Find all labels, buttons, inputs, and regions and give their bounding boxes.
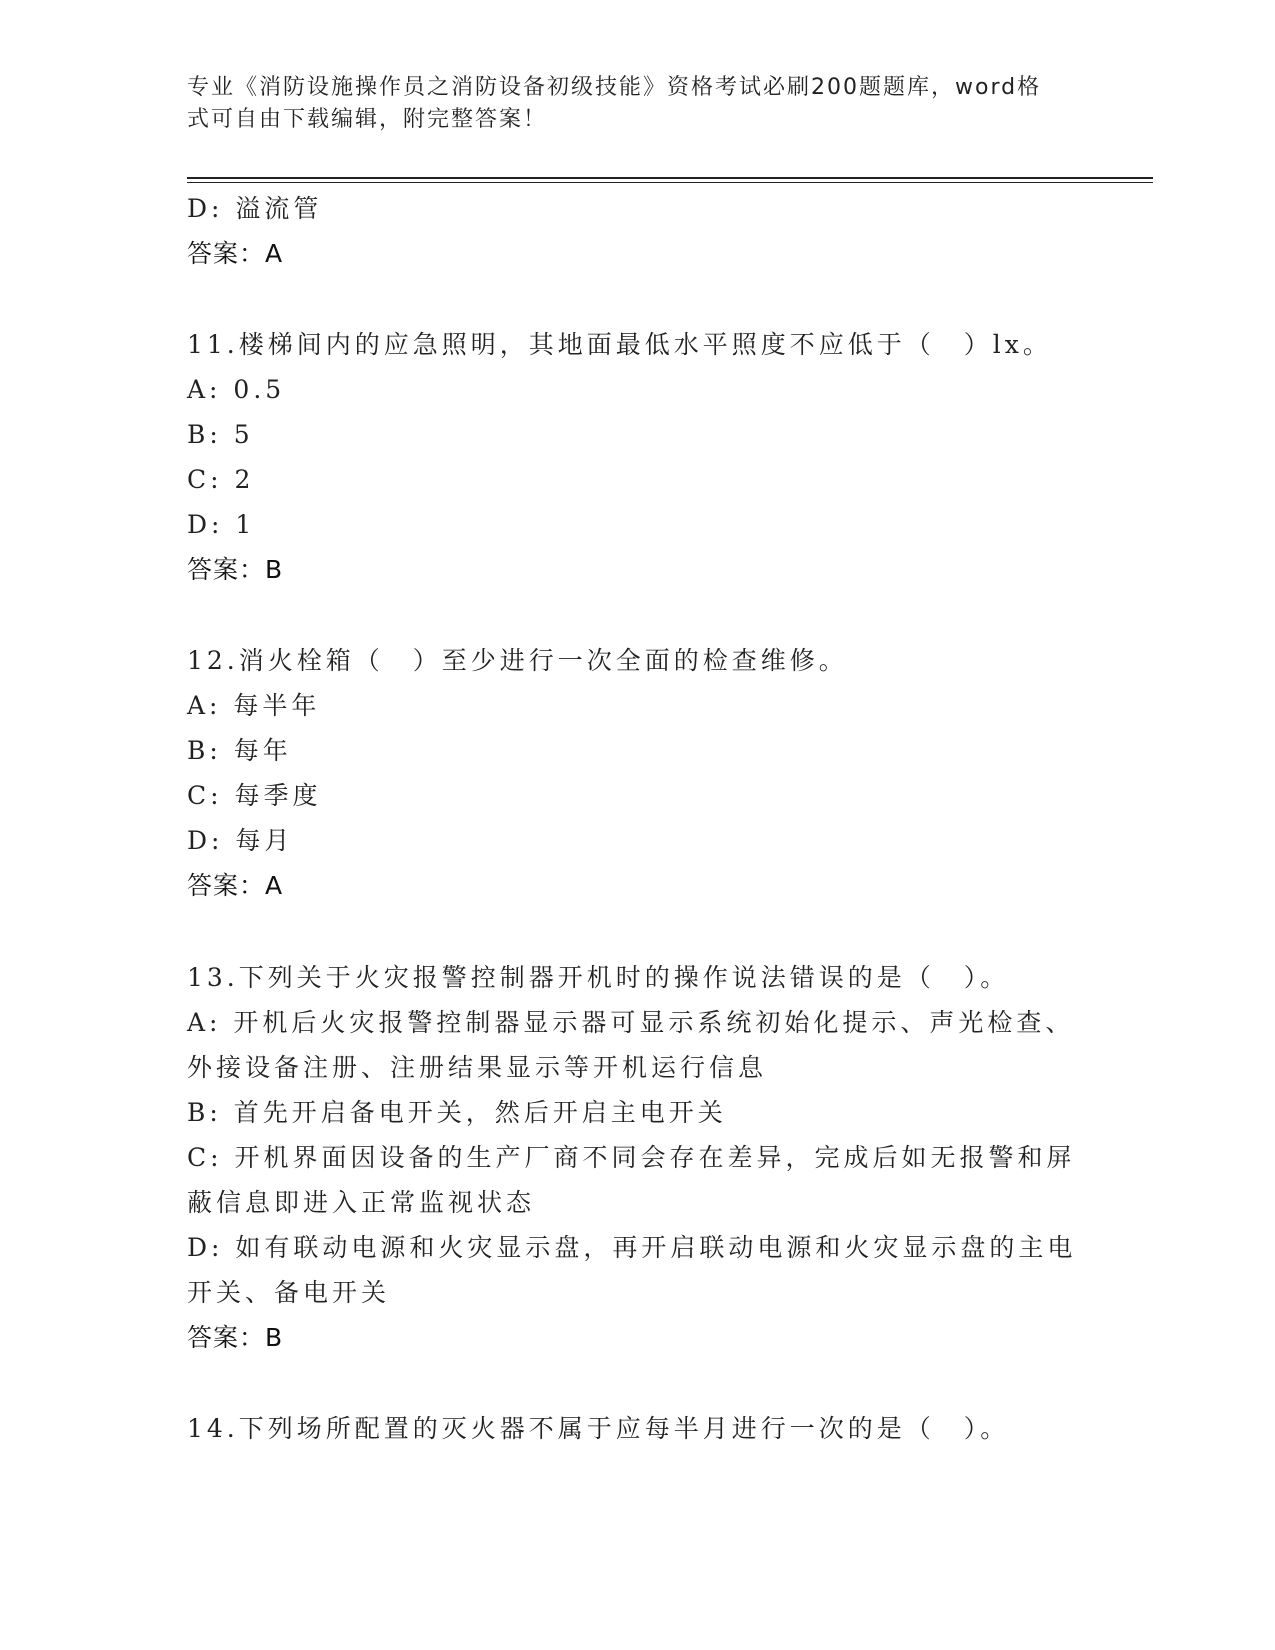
q12-option-a: A: 每半年 (187, 691, 321, 720)
document-header (187, 72, 1067, 136)
q12-answer: 答案：A (187, 871, 284, 900)
q13-option-a-line-1: A: 开机后火灾报警控制器显示器可显示系统初始化提示、声光检查、 (187, 1008, 1075, 1037)
q11-option-c: C: 2 (187, 465, 255, 494)
q13-option-d-line-2: 开关、备电开关 (187, 1278, 391, 1307)
q12-stem: 12.消火栓箱（ ）至少进行一次全面的检查维修。 (187, 646, 848, 675)
q14-stem: 14.下列场所配置的灭火器不属于应每半月进行一次的是（ ）。 (187, 1414, 1010, 1443)
q13-answer: 答案：B (187, 1323, 284, 1352)
header-line-2: 式可自由下载编辑，附完整答案！ (187, 107, 548, 132)
q13-option-b: B: 首先开启备电开关，然后开启主电开关 (187, 1098, 727, 1127)
q13-stem: 13.下列关于火灾报警控制器开机时的操作说法错误的是（ ）。 (187, 963, 1010, 992)
header-line-1: 专业《消防设施操作员之消防设备初级技能》资格考试必刷200题题库，word格 (187, 75, 1042, 100)
header-rule-thick (187, 177, 1153, 179)
prev-option-d: D: 溢流管 (187, 194, 323, 223)
q11-option-a: A: 0.5 (187, 375, 286, 404)
q13-option-a-line-2: 外接设备注册、注册结果显示等开机运行信息 (187, 1053, 768, 1082)
q12-option-c: C: 每季度 (187, 781, 322, 810)
q11-option-d: D: 1 (187, 510, 256, 539)
header-rule-thin (187, 182, 1153, 183)
prev-answer: 答案：A (187, 239, 284, 268)
q13-option-d-line-1: D: 如有联动电源和火灾显示盘，再开启联动电源和火灾显示盘的主电 (187, 1233, 1077, 1262)
q13-option-c-line-2: 蔽信息即进入正常监视状态 (187, 1188, 536, 1217)
q11-stem: 11.楼梯间内的应急照明，其地面最低水平照度不应低于（ ）lx。 (187, 330, 1052, 359)
q13-option-c-line-1: C: 开机界面因设备的生产厂商不同会存在差异，完成后如无报警和屏 (187, 1143, 1076, 1172)
q11-option-b: B: 5 (187, 420, 254, 449)
q11-answer: 答案：B (187, 555, 284, 584)
q12-option-d: D: 每月 (187, 826, 294, 855)
q12-option-b: B: 每年 (187, 736, 292, 765)
